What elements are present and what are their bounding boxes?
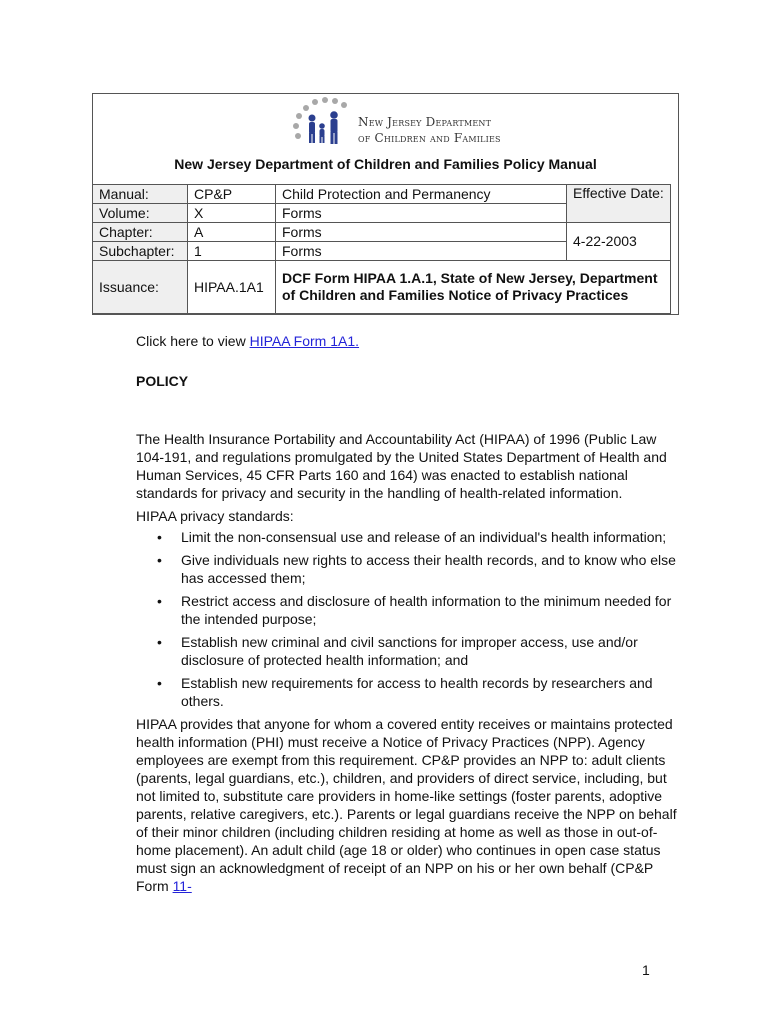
row-code: A — [188, 223, 276, 242]
row-code: CP&P — [188, 185, 276, 204]
table-row — [93, 223, 671, 242]
list-item-text: Give individuals new rights to access their health records, and to know who else has accessed them; — [181, 552, 676, 586]
bullet-icon: • — [157, 634, 162, 650]
manual-info-table — [92, 184, 671, 314]
list-item-text: Limit the non-consensual use and release of an individual's health information; — [181, 529, 667, 545]
row-label: Volume: — [93, 204, 188, 223]
row-label: Chapter: — [93, 223, 188, 242]
cpp-form-link[interactable]: 11- — [172, 878, 192, 894]
effective-date-label: Effective Date: — [567, 185, 671, 223]
list-item-text: Restrict access and disclosure of health information to the minimum needed for the intended purpose; — [181, 593, 672, 627]
logo-text — [358, 114, 501, 146]
standards-label: HIPAA privacy standards: — [136, 508, 294, 524]
row-desc: Child Protection and Permanency — [276, 185, 567, 204]
bullet-icon: • — [157, 552, 162, 568]
row-desc: Forms — [276, 204, 567, 223]
bullet-icon: • — [157, 593, 162, 609]
page-number: 1 — [642, 962, 650, 978]
list-item — [157, 633, 681, 669]
row-desc: Forms — [276, 242, 567, 261]
npp-paragraph-text: HIPAA provides that anyone for whom a covered entity receives or maintains protected health information (PHI) must receive a Notice of Privacy Practices (NPP). Agency employees are exempt from this requirement. CP&P provides an NPP to: adult clients (parents, legal guardians, etc.), children, and providers of direct service, including, but not limited to, substitute care providers in home-like settings (foster parents, adoptive parents, relative caregivers, etc.). Parents or legal guardians receive the NPP on behalf of their minor children (including children residing at home as well as those in out-of-home placement). An adult child (age 18 or older) who continues in open case status must sign an acknowledgment of receipt of an NPP on his or her own behalf (CP&P Form — [136, 716, 677, 894]
policy-heading: POLICY — [136, 373, 189, 389]
manual-title: New Jersey Department of Children and Families Policy Manual — [174, 156, 597, 172]
row-label: Subchapter: — [93, 242, 188, 261]
standards-list — [136, 528, 681, 710]
row-code: 1 — [188, 242, 276, 261]
list-item — [157, 674, 681, 710]
row-desc: Forms — [276, 223, 567, 242]
issuance-description: DCF Form HIPAA 1.A.1, State of New Jersey, Department of Children and Families Notice of Privacy Practices — [276, 261, 671, 314]
list-item — [157, 528, 681, 546]
hipaa-form-link[interactable]: HIPAA Form 1A1. — [249, 333, 360, 349]
effective-date-value: 4-22-2003 — [567, 223, 671, 261]
view-form-prefix: Click here to view — [136, 333, 250, 349]
issuance-code: HIPAA.1A1 — [188, 261, 276, 314]
table-row — [93, 185, 671, 204]
list-item — [157, 551, 681, 587]
view-form-line — [136, 332, 681, 350]
table-row — [93, 261, 671, 314]
policy-header-box — [92, 93, 679, 315]
issuance-label: Issuance: — [93, 261, 188, 314]
bullet-icon: • — [157, 529, 162, 545]
row-code: X — [188, 204, 276, 223]
logo-line-1: New Jersey Department — [358, 115, 492, 129]
list-item — [157, 592, 681, 628]
hipaa-intro-paragraph: The Health Insurance Portability and Accountability Act (HIPAA) of 1996 (Public Law 104-191, and regulations promulgated by the United States Department of Health and Human Services, 45 CFR Parts 160 and 164) was enacted to establish national standards for privacy and security in the handling of health-related information. — [136, 431, 667, 501]
npp-paragraph — [136, 715, 681, 895]
bullet-icon: • — [157, 675, 162, 691]
family-sun-icon — [288, 96, 358, 151]
row-label: Manual: — [93, 185, 188, 204]
policy-content — [136, 332, 681, 895]
list-item-text: Establish new criminal and civil sanctions for improper access, use and/or disclosure of protected health information; and — [181, 634, 638, 668]
dcf-logo — [288, 96, 518, 151]
logo-line-2: of Children and Families — [358, 131, 501, 145]
list-item-text: Establish new requirements for access to health records by researchers and others. — [181, 675, 653, 709]
